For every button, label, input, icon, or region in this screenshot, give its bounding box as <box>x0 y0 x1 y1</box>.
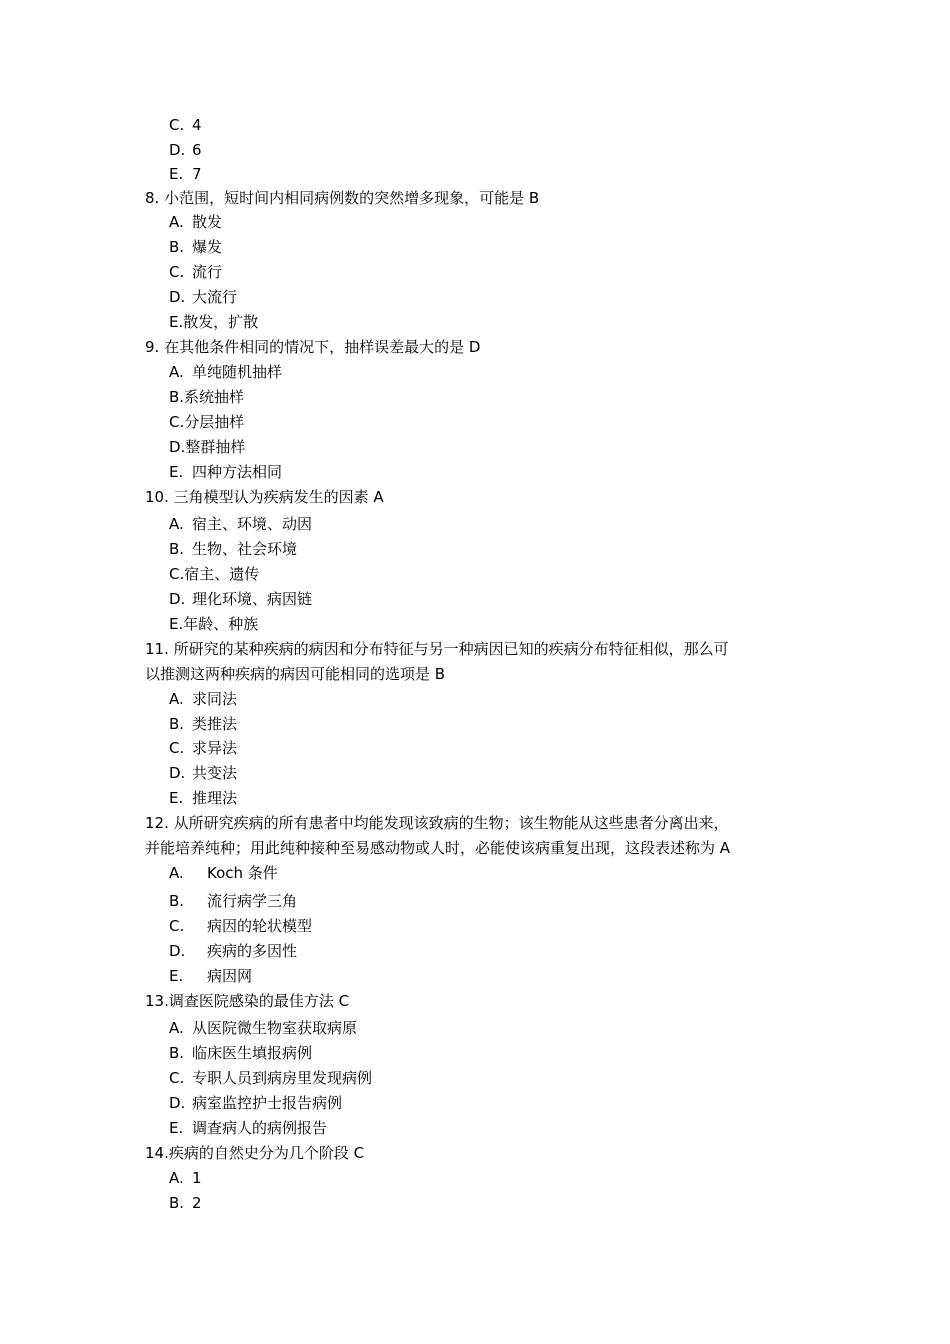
option-item <box>169 287 237 307</box>
option-item <box>169 891 297 911</box>
option-item <box>169 1018 357 1038</box>
option-text: 疾病的多因性 <box>207 942 298 960</box>
option-text: 调查病人的病例报告 <box>192 1119 328 1137</box>
option-item <box>169 462 282 482</box>
option-text: 从医院微生物室获取病原 <box>192 1019 358 1037</box>
option-item <box>169 140 202 160</box>
option-label: A. <box>169 363 184 381</box>
option-item <box>169 412 244 432</box>
option-label: B. <box>169 238 185 256</box>
option-text: 4 <box>192 116 202 134</box>
option-text: 病室监控护士报告病例 <box>192 1094 343 1112</box>
option-item <box>169 362 282 382</box>
option-item <box>169 689 237 709</box>
option-item <box>169 237 222 257</box>
option-item <box>169 714 237 734</box>
option-label: B. <box>169 1044 185 1062</box>
option-label: C. <box>169 116 185 134</box>
option-label: E. <box>169 165 184 183</box>
option-text: B.系统抽样 <box>169 388 245 406</box>
option-label: E. <box>169 1119 184 1137</box>
option-item <box>169 763 237 783</box>
option-label: D. <box>169 942 186 960</box>
question-text: 11. 所研究的某种疾病的病因和分布特征与另一种病因已知的疾病分布特征相似，那么可 <box>145 640 729 658</box>
option-label: B. <box>169 892 185 910</box>
option-text: 求同法 <box>192 690 238 708</box>
option-text: E.年龄、种族 <box>169 615 259 633</box>
option-label: B. <box>169 715 185 733</box>
option-text: 散发 <box>192 213 223 231</box>
question-text: 10. 三角模型认为疾病发生的因素 A <box>145 488 384 506</box>
option-text: 6 <box>192 141 202 159</box>
option-item <box>169 262 222 282</box>
option-text: 推理法 <box>192 789 238 807</box>
option-label: D. <box>169 764 186 782</box>
option-text: 宿主、环境、动因 <box>192 515 313 533</box>
option-text: 求异法 <box>192 739 238 757</box>
option-text: 流行病学三角 <box>207 892 298 910</box>
option-label: D. <box>169 288 186 306</box>
option-item <box>169 539 297 559</box>
question-text: 以推测这两种疾病的病因可能相同的选项是 B <box>145 665 446 683</box>
option-text: 四种方法相同 <box>192 463 283 481</box>
option-text: 生物、社会环境 <box>192 540 298 558</box>
option-text: 流行 <box>192 263 223 281</box>
option-text: 共变法 <box>192 764 238 782</box>
option-item <box>169 1043 312 1063</box>
option-label: C. <box>169 917 185 935</box>
option-text: 病因网 <box>207 967 253 985</box>
option-item <box>169 387 244 407</box>
question-text: 并能培养纯种；用此纯种接种至易感动物或人时，必能使该病重复出现，这段表述称为 A <box>145 839 731 857</box>
option-text: 病因的轮状模型 <box>207 917 313 935</box>
option-text: 大流行 <box>192 288 238 306</box>
option-text: 专职人员到病房里发现病例 <box>192 1069 373 1087</box>
option-item <box>169 115 202 135</box>
option-text: Koch 条件 <box>207 864 278 882</box>
option-text: 2 <box>192 1194 202 1212</box>
option-item <box>169 1118 327 1138</box>
option-item <box>169 164 202 184</box>
option-text: 爆发 <box>192 238 223 256</box>
option-label: D. <box>169 141 186 159</box>
option-text: 类推法 <box>192 715 238 733</box>
option-label: D. <box>169 590 186 608</box>
option-label: A. <box>169 690 184 708</box>
question-text: 13.调查医院感染的最佳方法 C <box>145 992 350 1010</box>
option-label: A. <box>169 213 184 231</box>
option-label: A. <box>169 1019 184 1037</box>
option-item <box>169 614 258 634</box>
option-text: C.分层抽样 <box>169 413 245 431</box>
option-text: 理化环境、病因链 <box>192 590 313 608</box>
option-item <box>169 941 297 961</box>
option-text: 1 <box>192 1169 202 1187</box>
option-text: 7 <box>192 165 202 183</box>
option-label: E. <box>169 463 184 481</box>
option-label: A. <box>169 515 184 533</box>
option-label: C. <box>169 1069 185 1087</box>
option-item <box>169 1093 342 1113</box>
option-text: 临床医生填报病例 <box>192 1044 313 1062</box>
option-text: 单纯随机抽样 <box>192 363 283 381</box>
question-text: 8. 小范围，短时间内相同病例数的突然增多现象，可能是 B <box>145 189 540 207</box>
option-label: A. <box>169 1169 184 1187</box>
option-label: E. <box>169 789 184 807</box>
option-item <box>169 738 237 758</box>
question-text: 9. 在其他条件相同的情况下，抽样误差最大的是 D <box>145 338 481 356</box>
option-label: C. <box>169 263 185 281</box>
question-text: 12. 从所研究疾病的所有患者中均能发现该致病的生物；该生物能从这些患者分离出来， <box>145 814 729 832</box>
option-item <box>169 212 222 232</box>
option-item <box>169 564 259 584</box>
option-text: C.宿主、遗传 <box>169 565 260 583</box>
option-item <box>169 1068 372 1088</box>
option-item <box>169 966 252 986</box>
option-label: A. <box>169 864 184 882</box>
option-item <box>169 863 278 883</box>
option-item <box>169 312 258 332</box>
option-label: C. <box>169 739 185 757</box>
option-item <box>169 437 245 457</box>
question-text: 14.疾病的自然史分为几个阶段 C <box>145 1144 365 1162</box>
option-item <box>169 514 312 534</box>
option-item <box>169 788 237 808</box>
option-item <box>169 589 312 609</box>
option-item <box>169 1168 202 1188</box>
option-label: B. <box>169 540 185 558</box>
option-label: D. <box>169 1094 186 1112</box>
option-item <box>169 916 312 936</box>
option-text: E.散发，扩散 <box>169 313 259 331</box>
option-label: B. <box>169 1194 185 1212</box>
option-item <box>169 1193 202 1213</box>
option-label: E. <box>169 967 184 985</box>
option-text: D.整群抽样 <box>169 438 246 456</box>
